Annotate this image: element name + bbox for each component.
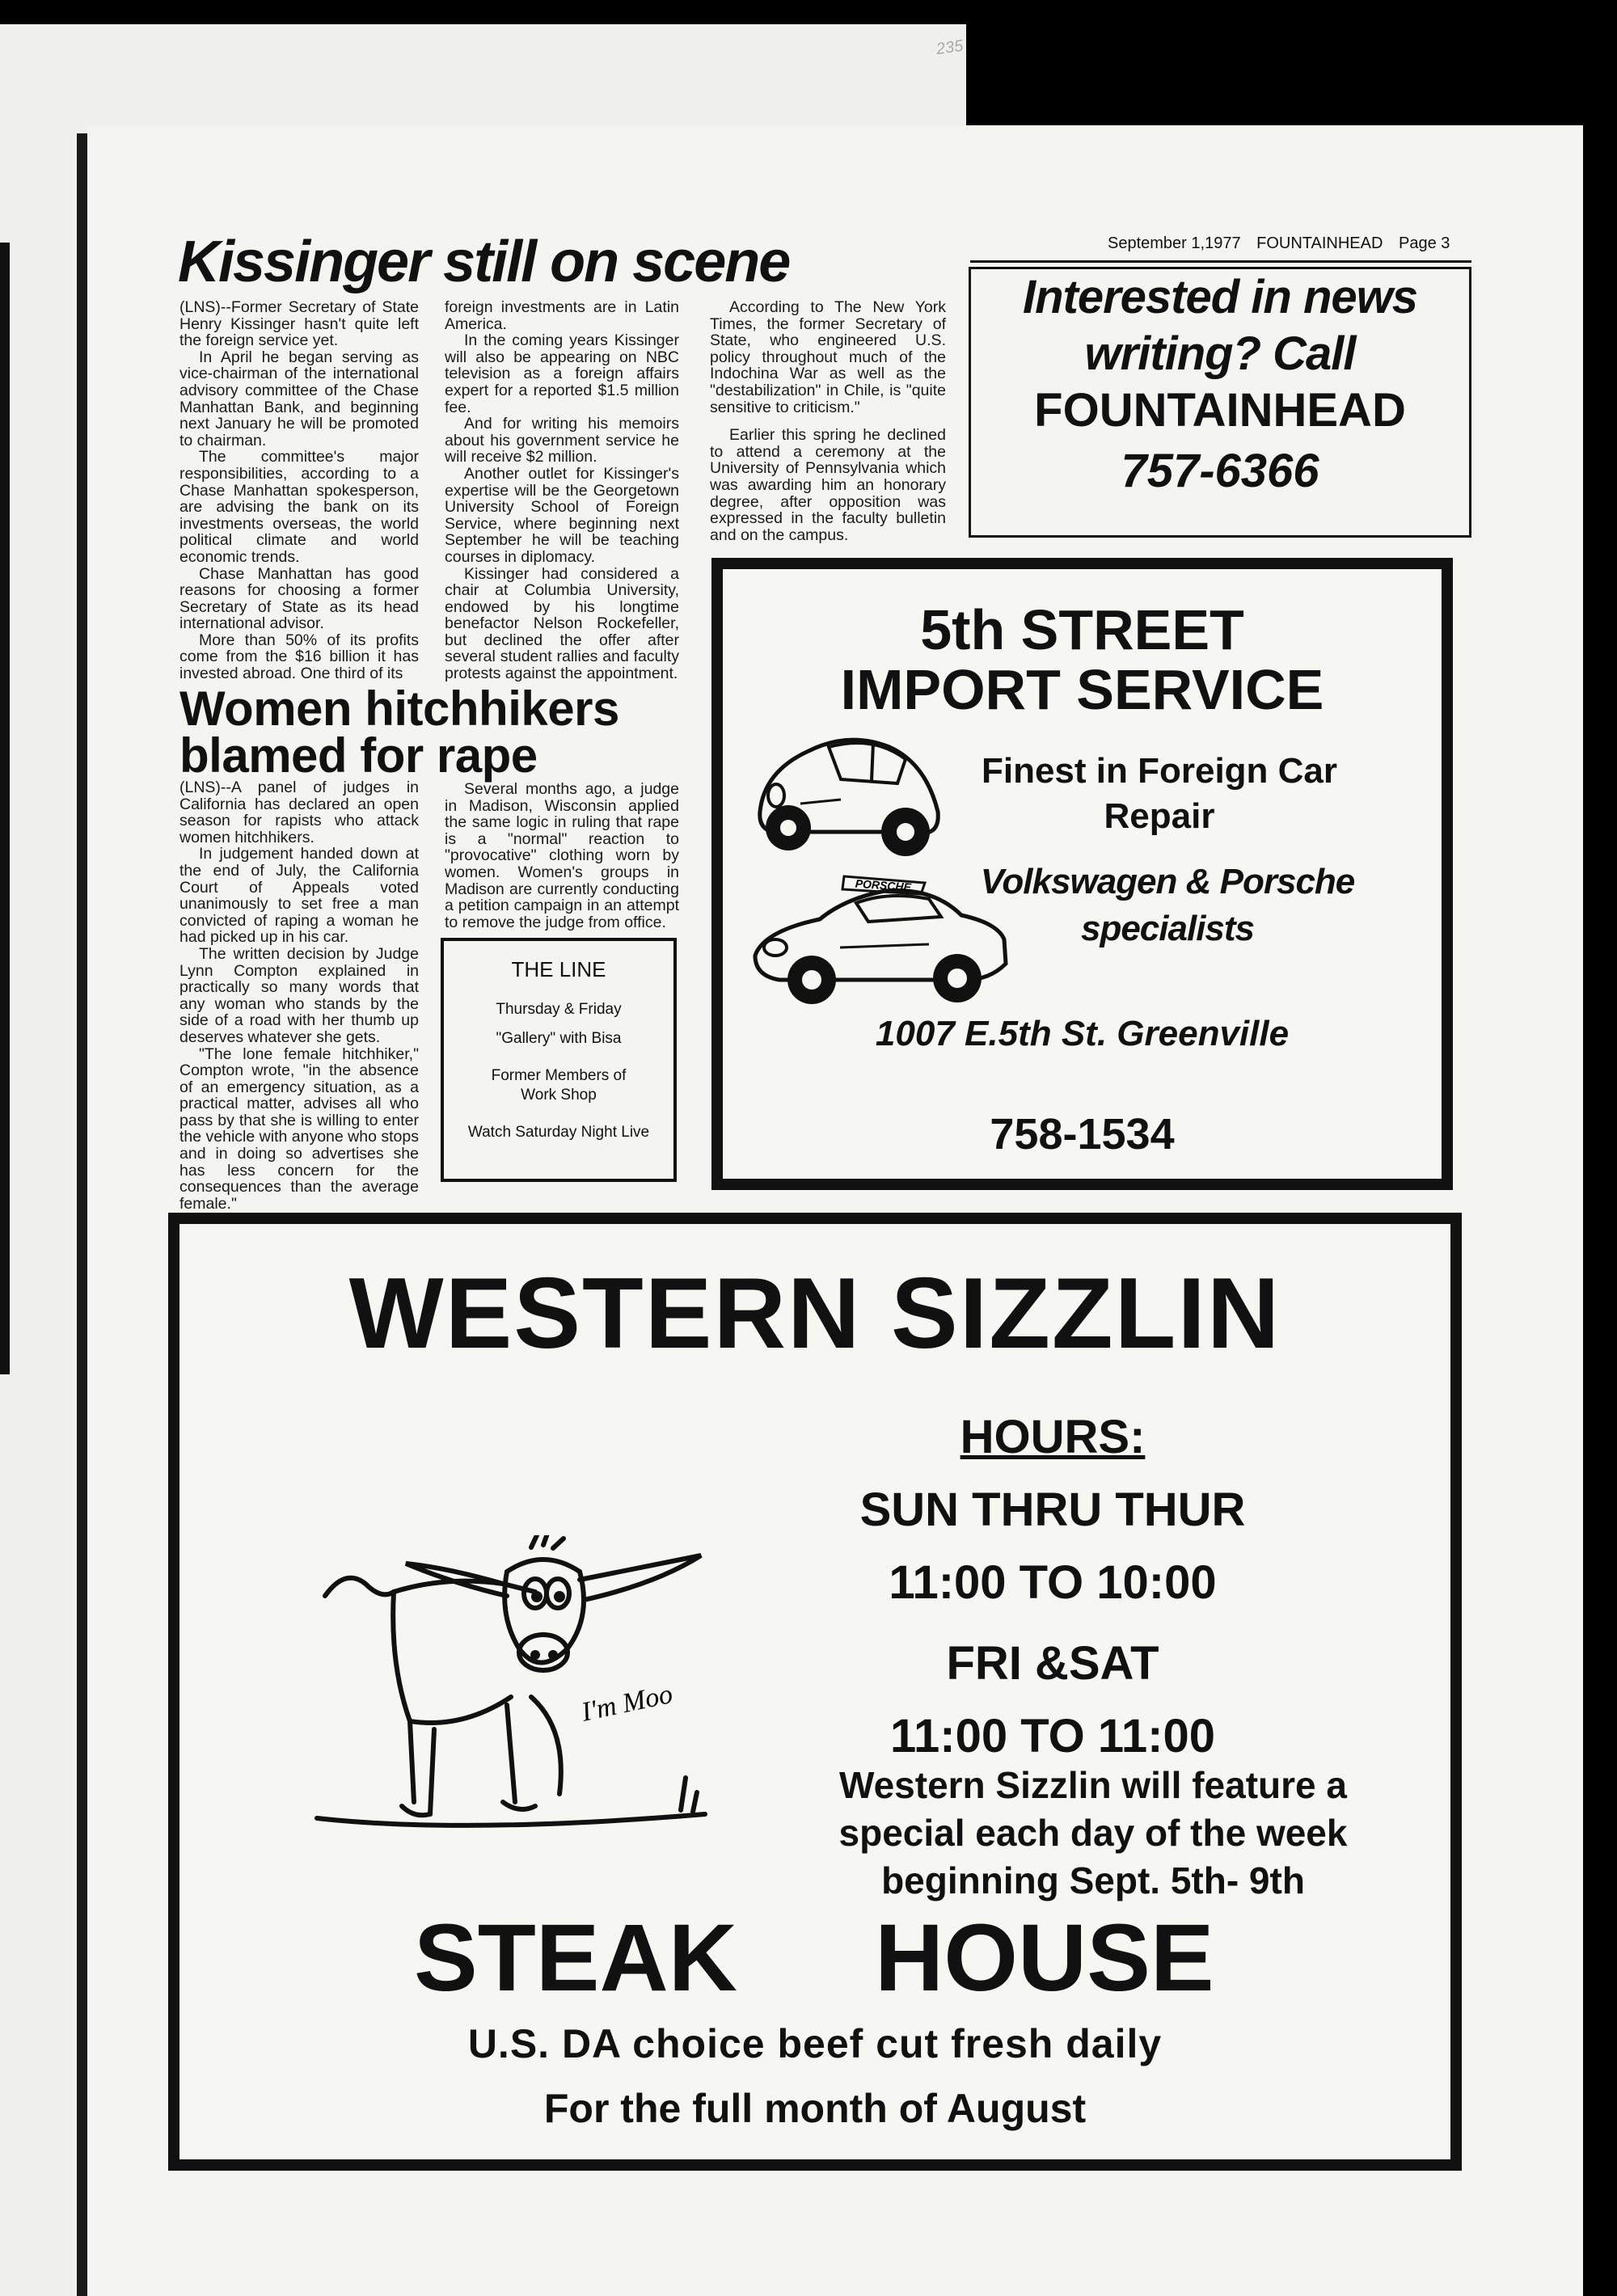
paragraph: foreign investments are in Latin America.	[445, 298, 679, 333]
import-ad-address: 1007 E.5th St. Greenville	[875, 1014, 1290, 1053]
page-spine	[77, 133, 88, 2296]
kissinger-column-1	[179, 299, 419, 682]
beetle-car-illustration	[752, 715, 954, 860]
import-ad-title	[723, 600, 1442, 720]
porsche-badge: PORSCHE	[855, 876, 912, 894]
import-ad-title-line-2: IMPORT SERVICE	[840, 658, 1324, 721]
paragraph: In judgement handed down at the end of July, the California Court of Appeals voted unanimously to set free a man convicted of raping a woman he had picked up in his car.	[179, 845, 419, 947]
import-ad-title-line-1: 5th STREET	[920, 598, 1244, 661]
paragraph: According to The New York Times, the former Secretary of State, who engineered U.S. policy throughout much of the Indochina War as well as the "destabilization" in Chile, is "quite sensitive to criticism."	[710, 298, 946, 416]
sizzlin-house: HOUSE	[875, 1905, 1214, 2011]
sizzlin-title: WESTERN SIZZLIN	[348, 1258, 1281, 1370]
the-line-item: Watch Saturday Night Live	[467, 1124, 650, 1141]
paragraph: (LNS)--Former Secretary of State Henry Kissinger hasn't quite left the foreign service yet.	[179, 298, 419, 350]
paragraph: Another outlet for Kissinger's expertise will be the Georgetown University School of Foreign Service, where beginning next September he will be teaching courses in diplomacy.	[445, 464, 679, 566]
dateline-date: September 1,1977	[1108, 234, 1241, 252]
left-page-edge	[0, 243, 10, 1374]
dateline-rule	[970, 260, 1471, 263]
sizzlin-feature: Western Sizzlin will feature a special each day of the week beginning Sept. 5th- 9th	[838, 1764, 1348, 1901]
paragraph: Kissinger had considered a chair at Columbia University, endowed by his longtime benefactor Nelson Rockefeller, but declined the offer after several student rallies and faculty protests against the appointment.	[445, 564, 679, 683]
cow-illustration	[301, 1535, 778, 1875]
kissinger-headline: Kissinger still on scene	[178, 230, 790, 294]
sizzlin-fri-sat-time: 11:00 TO 11:00	[889, 1710, 1215, 1762]
dateline	[1108, 234, 1461, 253]
sizzlin-sun-thur-time: 11:00 TO 10:00	[889, 1556, 1217, 1609]
paragraph: Chase Manhattan has good reasons for choosing a former Secretary of State as its head international advisor.	[179, 564, 419, 633]
dateline-paper: FOUNTAINHEAD	[1256, 234, 1383, 252]
kissinger-column-2	[445, 299, 679, 682]
news-ad-line-3: FOUNTAINHEAD	[1034, 384, 1406, 437]
the-line-item: "Gallery" with Bisa	[496, 1030, 622, 1047]
the-line-item: Former Members of Work Shop	[491, 1067, 627, 1104]
paragraph: In the coming years Kissinger will also be appearing on NBC television as a foreign affairs expert for a reported $1.5 million fee.	[445, 331, 679, 416]
paragraph: The committee's major responsibilities, according to a Chase Manhattan spokesperson, are advising the bank on its investments overseas, the world political climate and world economic trends.	[179, 448, 419, 566]
kissinger-column-3	[710, 299, 946, 543]
women-column-2	[445, 781, 679, 931]
paragraph: Earlier this spring he declined to attend a ceremony at the University of Pennsylvania which was awarding him an honorary degree, after opposition was expressed in the faculty bulletin and on the campus.	[710, 426, 946, 544]
import-ad-specialists: Volkswagen & Porsche specialists	[980, 862, 1355, 948]
news-ad-line-2: writing? Call	[1084, 327, 1356, 380]
sizzlin-hours-label: HOURS:	[960, 1411, 1146, 1463]
sizzlin-august-line: For the full month of August	[543, 2086, 1087, 2131]
sizzlin-fri-sat: FRI &SAT	[946, 1637, 1159, 1690]
women-column-1	[179, 779, 419, 1212]
import-ad-phone: 758-1534	[990, 1110, 1175, 1159]
paragraph: The written decision by Judge Lynn Compton explained in practically so many words that any woman who stands by the side of a road with her thumb up deserves whatever she gets.	[179, 944, 419, 1046]
the-line-box	[441, 938, 677, 1182]
sizzlin-beef-line: U.S. DA choice beef cut fresh daily	[467, 2021, 1163, 2066]
news-ad-phone: 757-6366	[1121, 445, 1319, 497]
cow-caption: I'm Moo	[578, 1678, 676, 1728]
folio-note: 235	[935, 36, 965, 59]
paragraph: (LNS)--A panel of judges in California has declared an open season for rapists who attack women hitchhikers.	[179, 779, 419, 846]
sizzlin-steak: STEAK	[414, 1905, 737, 2011]
the-line-title: THE LINE	[511, 957, 606, 981]
paragraph: In April he began serving as vice-chairman of the international advisory committee of the Chase Manhattan Bank, and beginning next January he will be promoted to chairman.	[179, 348, 419, 449]
western-sizzlin-ad	[168, 1213, 1462, 2171]
news-ad-line-1: Interested in news	[1022, 271, 1418, 323]
paragraph: Several months ago, a judge in Madison, Wisconsin applied the same logic in ruling that rape is a "normal" reaction to "provocative" clothing worn by women. Women's groups in Madison are currently conducting a petition campaign in an attempt to remove the judge from office.	[445, 780, 679, 931]
the-line-item: Thursday & Friday	[496, 1001, 622, 1018]
import-ad-finest: Finest in Foreign Car Repair	[981, 751, 1338, 836]
sizzlin-sun-thur: SUN THRU THUR	[859, 1484, 1246, 1536]
paragraph: More than 50% of its profits come from the $16 billion it has invested abroad. One third of its	[179, 631, 419, 683]
women-headline: Women hitchhikers blamed for rape	[179, 682, 619, 783]
import-service-ad	[711, 558, 1453, 1190]
paragraph: And for writing his memoirs about his government service he will receive $2 million.	[445, 415, 679, 466]
fountainhead-ad	[969, 267, 1471, 538]
paragraph: "The lone female hitchhiker," Compton wrote, "in the absence of an emergency situation, as a practical matter, advises all who pass by that she is willing to enter the vehicle with anyone who stops and in doing so advertises she has less concern for the consequences than the average female."	[179, 1045, 419, 1213]
dateline-page: Page 3	[1399, 234, 1450, 252]
right-film-edge	[1583, 125, 1617, 2296]
